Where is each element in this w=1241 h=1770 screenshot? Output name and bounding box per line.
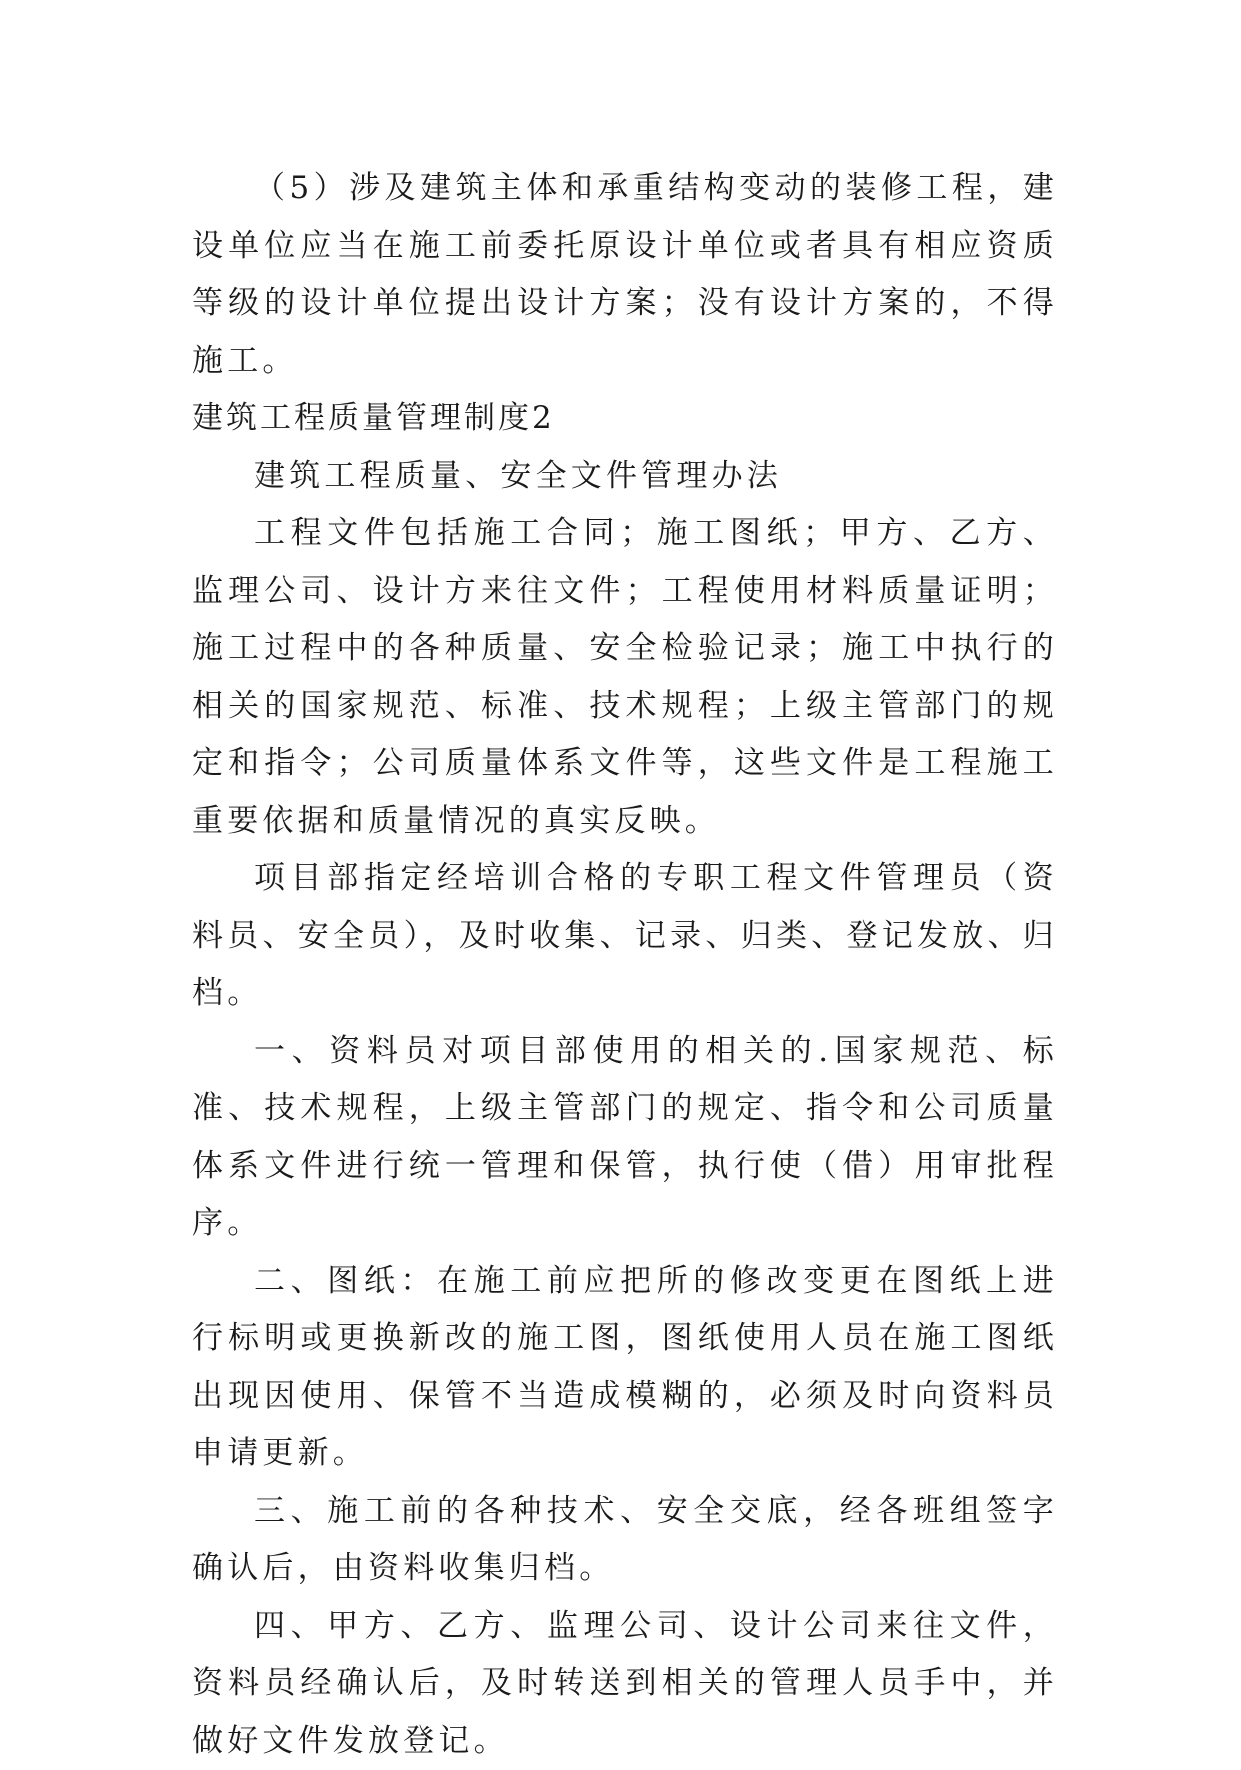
paragraph-item-one: 一、资料员对项目部使用的相关的.国家规范、标准、技术规程，上级主管部门的规定、指令和公司质量体系文件进行统一管理和保管，执行使（借）用审批程序。	[192, 1023, 1058, 1253]
section-heading: 建筑工程质量管理制度2	[192, 390, 1058, 448]
section-subtitle: 建筑工程质量、安全文件管理办法	[192, 448, 1058, 506]
paragraph-item-three: 三、施工前的各种技术、安全交底，经各班组签字确认后，由资料收集归档。	[192, 1483, 1058, 1598]
paragraph-item-two: 二、图纸：在施工前应把所的修改变更在图纸上进行标明或更换新改的施工图，图纸使用人员在施工图纸出现因使用、保管不当造成模糊的，必须及时向资料员申请更新。	[192, 1253, 1058, 1483]
paragraph-project-documents: 工程文件包括施工合同；施工图纸；甲方、乙方、监理公司、设计方来往文件；工程使用材料质量证明；施工过程中的各种质量、安全检验记录；施工中执行的相关的国家规范、标准、技术规程；上级主管部门的规定和指令；公司质量体系文件等，这些文件是工程施工重要依据和质量情况的真实反映。	[192, 505, 1058, 850]
document-body	[192, 160, 1058, 1770]
paragraph-item-four: 四、甲方、乙方、监理公司、设计公司来往文件，资料员经确认后，及时转送到相关的管理人员手中，并做好文件发放登记。	[192, 1598, 1058, 1770]
paragraph-decoration-design: （5）涉及建筑主体和承重结构变动的装修工程，建设单位应当在施工前委托原设计单位或者具有相应资质等级的设计单位提出设计方案；没有设计方案的，不得施工。	[192, 160, 1058, 390]
paragraph-document-manager: 项目部指定经培训合格的专职工程文件管理员（资料员、安全员），及时收集、记录、归类、登记发放、归档。	[192, 850, 1058, 1023]
